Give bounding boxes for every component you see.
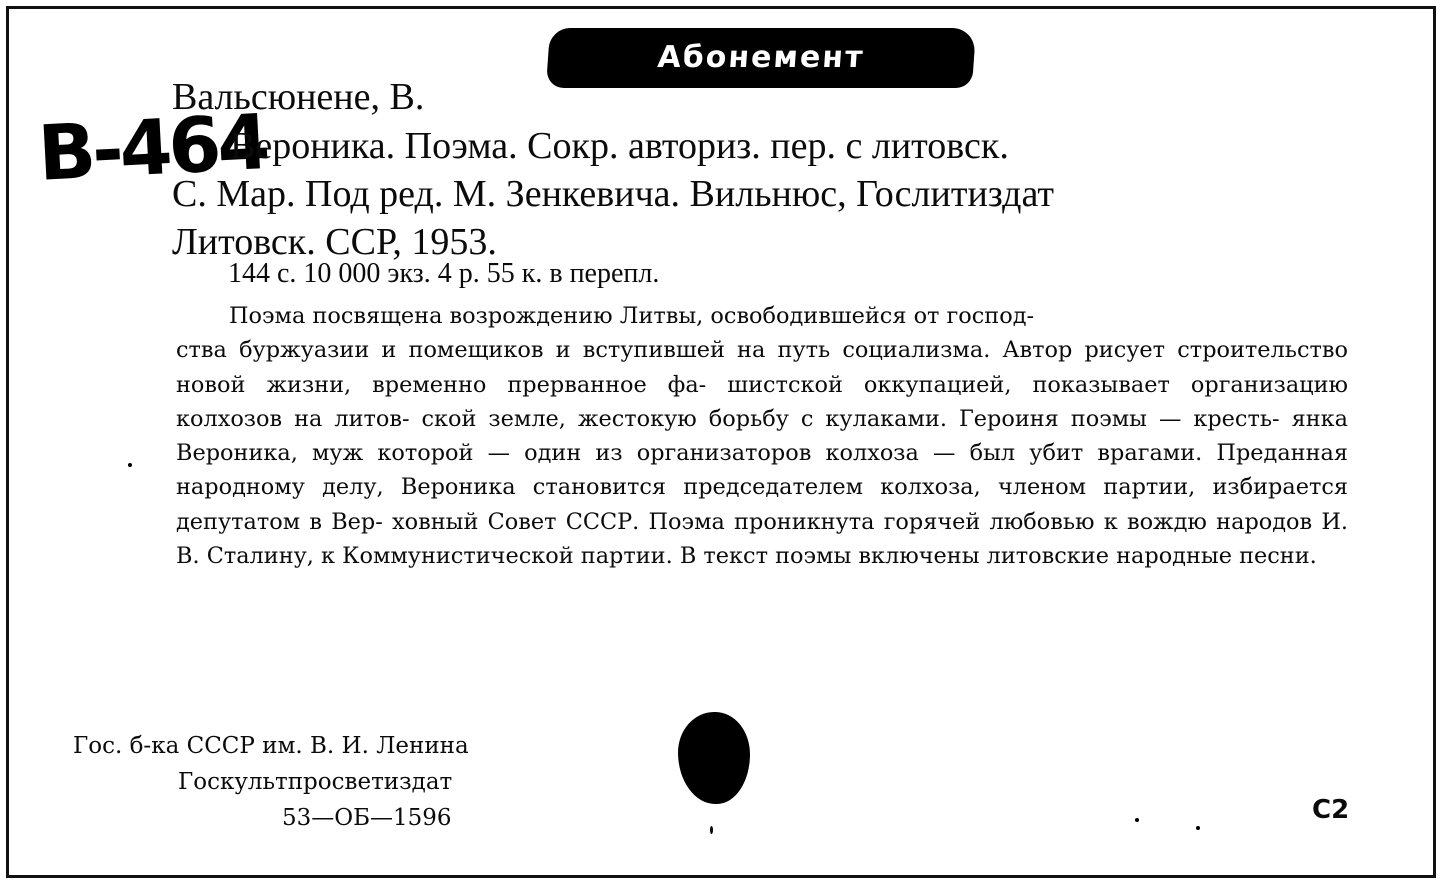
annotation-line: убит врагами. Преданная народному делу, Вероника становится [176,440,1348,501]
order-number: 53—ОБ—1596 [282,805,452,831]
speck-mark [710,826,713,834]
author-heading: Вальсюнене, В. [172,76,425,118]
annotation-line: поэмы включены литовские народные песни. [775,543,1317,570]
library-name: Гос. б-ка СССР им. В. И. Ленина [73,733,469,759]
imprint-line: 144 с. 10 000 экз. 4 р. 55 к. в перепл. [228,258,660,289]
speck-mark [1135,818,1139,822]
annotation-line: Автор рисует строительство новой жизни, временно прерванное фа- [176,337,1348,398]
title-line: С. Мар. Под ред. М. Зенкевича. Вильнюс, Гослитиздат [172,173,1054,215]
annotation-line: ской земле, жестокую борьбу с кулаками. Героиня поэмы — кресть- [421,405,1280,432]
annotation-line: ства буржуазии и помещиков и вступившей на путь социализма. [176,337,991,364]
annotation-line: председателем колхоза, членом партии, избирается депутатом в Вер- [176,474,1348,535]
annotation-line: ховный Совет СССР. Поэма проникнута горячей любовью к вождю [392,508,1207,535]
speck-mark [128,463,132,467]
annotation-line: шистской оккупацией, показывает организацию колхозов на литов- [176,371,1348,432]
speck-mark [1196,826,1200,830]
classification-code: С2 [1312,795,1350,825]
title-line: Вероника. Поэма. Сокр. авториз. пер. с литовск. [230,125,1009,167]
annotation-line: народов И. В. Сталину, к Коммунистической партии. В текст [176,508,1348,570]
annotation [176,299,1348,573]
subscription-stamp: Абонемент [546,28,976,88]
title-line: Литовск. ССР, 1953. [172,221,497,263]
annotation-line: Поэма посвящена возрождению Литвы, освободившейся от господ- [229,303,1035,329]
shelf-mark: В-464 [35,97,269,198]
annotation-line: янка Вероника, муж которой — один из организаторов колхоза — был [176,405,1348,467]
bibliographic-title [172,122,1342,266]
publisher-name: Госкультпросветиздат [178,769,453,795]
